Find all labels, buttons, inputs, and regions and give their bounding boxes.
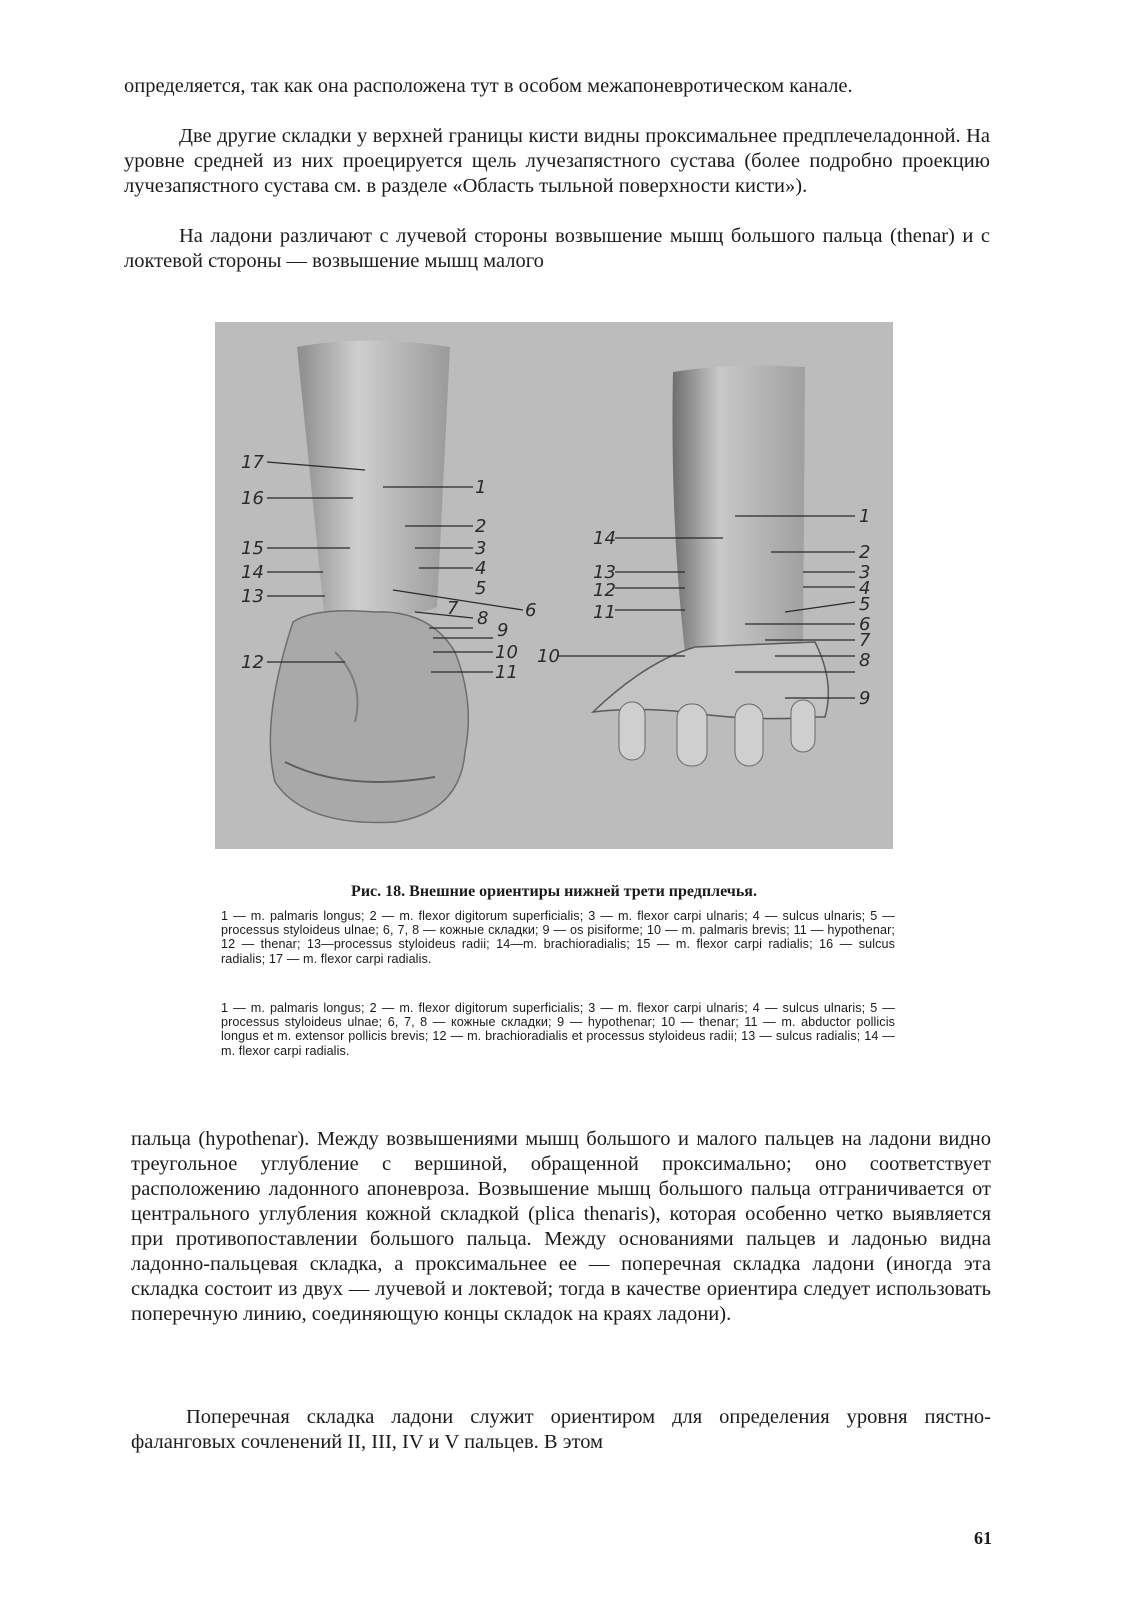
figure-caption-legend-right: 1 — m. palmaris longus; 2 — m. flexor digitorum superficialis; 3 — m. flexor carpi ulnaris; 4 — sulcus ulnaris; 5 — processus styloideus ulnae; 6, 7, 8 — кожные складки; 9 — hypothenar; 10 — thenar; 11 — m. abductor pollicis longus et m. extensor pollicis brevis; 12 — m. brachioradialis et processus styloideus radii; 13 — sulcus radialis; 14 — m. flexor carpi radialis. (221, 1001, 895, 1058)
label-right-r5: 5 (859, 594, 871, 615)
right-forearm (673, 365, 806, 652)
label-right-r2: 2 (859, 542, 871, 563)
label-right-10: 10 (537, 646, 560, 667)
label-right-r9: 9 (859, 688, 871, 709)
label-left-r4: 4 (475, 558, 487, 579)
label-right-12: 12 (593, 580, 616, 601)
label-left-r6: 6 (525, 600, 537, 621)
label-left-12: 12 (241, 652, 264, 673)
label-left-15: 15 (241, 538, 264, 559)
page-number: 61 (974, 1528, 992, 1548)
label-right-r7: 7 (859, 630, 871, 651)
label-right-11: 11 (593, 602, 616, 623)
figure-18-photo (215, 322, 893, 849)
label-left-r2: 2 (475, 516, 487, 537)
label-left-17: 17 (241, 452, 264, 473)
label-left-r8: 8 (477, 608, 489, 629)
paragraph-1: определяется, так как она расположена тут в особом межапоневротическом канале. (124, 75, 853, 97)
label-left-r7: 7 (447, 598, 459, 619)
paragraph-3: На ладони различают с лучевой стороны возвышение мышц большого пальца (thenar) и с локтевой стороны — возвышение мышц малого (124, 225, 990, 272)
label-right-r3: 3 (859, 562, 871, 583)
label-left-16: 16 (241, 488, 264, 509)
label-left-r1: 1 (475, 477, 487, 498)
label-left-r9: 9 (497, 620, 509, 641)
label-right-r1: 1 (859, 506, 871, 527)
label-left-14: 14 (241, 562, 264, 583)
label-left-r11: 11 (495, 662, 518, 683)
label-right-r4: 4 (859, 578, 871, 599)
figure-caption-title: Рис. 18. Внешние ориентиры нижней трети предплечья. (351, 883, 757, 900)
label-right-14: 14 (593, 528, 616, 549)
label-left-r5: 5 (475, 578, 487, 599)
wrist-illustration (215, 322, 893, 849)
label-right-13: 13 (593, 562, 616, 583)
label-right-r6: 6 (859, 614, 871, 635)
label-left-13: 13 (241, 586, 264, 607)
label-left-r3: 3 (475, 538, 487, 559)
left-fist (270, 611, 468, 823)
paragraph-2: Две другие складки у верхней границы кисти видны проксимальнее предплечеладонной. На уровне средней из них проецируется щель лучезапястного сустава (более подробно проекцию лучезапястного сустава см. в разделе «Область тыльной поверхности кисти»). (124, 125, 990, 197)
paragraph-4: пальца (hypothenar). Между возвышениями мышц большого и малого пальцев на ладони видно треугольное углубление с вершиной, обращенной проксимально; оно соответствует расположению ладонного апоневроза. Возвышение мышц большого пальца отграничивается от центрального углубления кожной складкой (plica thenaris), которая особенно четко выявляется при противопоставлении большого пальца. Между основаниями пальцев и ладонью видна ладонно-пальцевая складка, а проксимальнее ее — поперечная складка ладони (иногда эта складка состоит из двух — лучевой и локтевой; тогда в качестве ориентира следует использовать поперечную линию, соединяющую концы складок на краях ладони). (131, 1128, 991, 1325)
figure-caption-legend-left: 1 — m. palmaris longus; 2 — m. flexor digitorum superficialis; 3 — m. flexor carpi ulnaris; 4 — sulcus ulnaris; 5 — processus styloideus ulnae; 6, 7, 8 — кожные складки; 9 — os pisiforme; 10 — m. palmaris brevis; 11 — hypothenar; 12 — thenar; 13—processus styloideus radii; 14—m. brachioradialis; 15 — m. flexor carpi radialis; 16 — sulcus radialis; 17 — m. flexor carpi radialis. (221, 909, 895, 966)
label-left-r10: 10 (495, 642, 518, 663)
paragraph-5: Поперечная складка ладони служит ориентиром для определения уровня пястно-фаланговых сочленений II, III, IV и V пальцев. В этом (131, 1406, 991, 1453)
label-right-r8: 8 (859, 650, 871, 671)
